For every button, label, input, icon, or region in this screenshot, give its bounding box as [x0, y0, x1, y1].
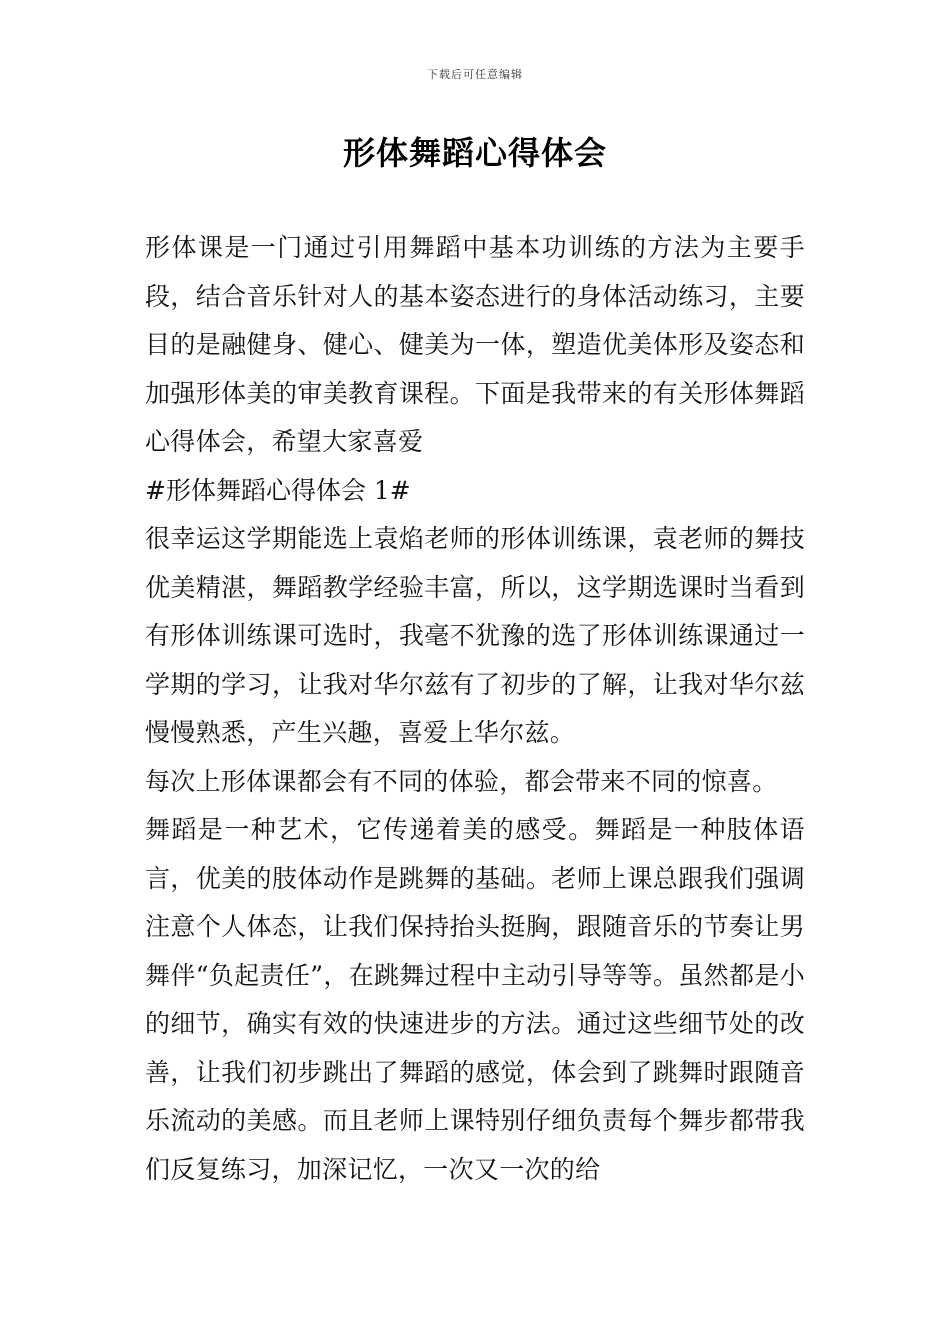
body-paragraph: 每次上形体课都会有不同的体验，都会带来不同的惊喜。: [145, 766, 778, 796]
body-paragraph: 舞蹈是一种艺术，它传递着美的感受。舞蹈是一种肢体语言，优美的肢体动作是跳舞的基础。老师上课总跟我们强调注意个人体态，让我们保持抬头挺胸，跟随音乐的节奏让男舞伴“负起责任”，在跳舞过程中主动引导等等。虽然都是小的细节，确实有效的快速进步的方法。通过这些细节处的改善，让我们初步跳出了舞蹈的感觉，体会到了跳舞时跟随音乐流动的美感。而且老师上课特别仔细负责每个舞步都带我们反复练习，加深记忆，一次又一次的给: [145, 815, 805, 1184]
document-body: [145, 224, 805, 1194]
intro-paragraph: 形体课是一门通过引用舞蹈中基本功训练的方法为主要手段，结合音乐针对人的基本姿态进行的身体活动练习，主要目的是融健身、健心、健美为一体，塑造优美体形及姿态和加强形体美的审美教育课程。下面是我带来的有关形体舞蹈心得体会，希望大家喜爱: [145, 233, 805, 456]
section-heading: #形体舞蹈心得体会 1#: [145, 475, 411, 505]
page-title: 形体舞蹈心得体会: [342, 134, 607, 172]
body-paragraph: 很幸运这学期能选上袁焰老师的形体训练课，袁老师的舞技优美精湛，舞蹈教学经验丰富，所以，这学期选课时当看到有形体训练课可选时，我毫不犹豫的选了形体训练课通过一学期的学习，让我对华尔兹有了初步的了解，让我对华尔兹慢慢熟悉，产生兴趣，喜爱上华尔兹。: [145, 524, 805, 747]
header-note: 下载后可任意编辑: [427, 68, 523, 81]
